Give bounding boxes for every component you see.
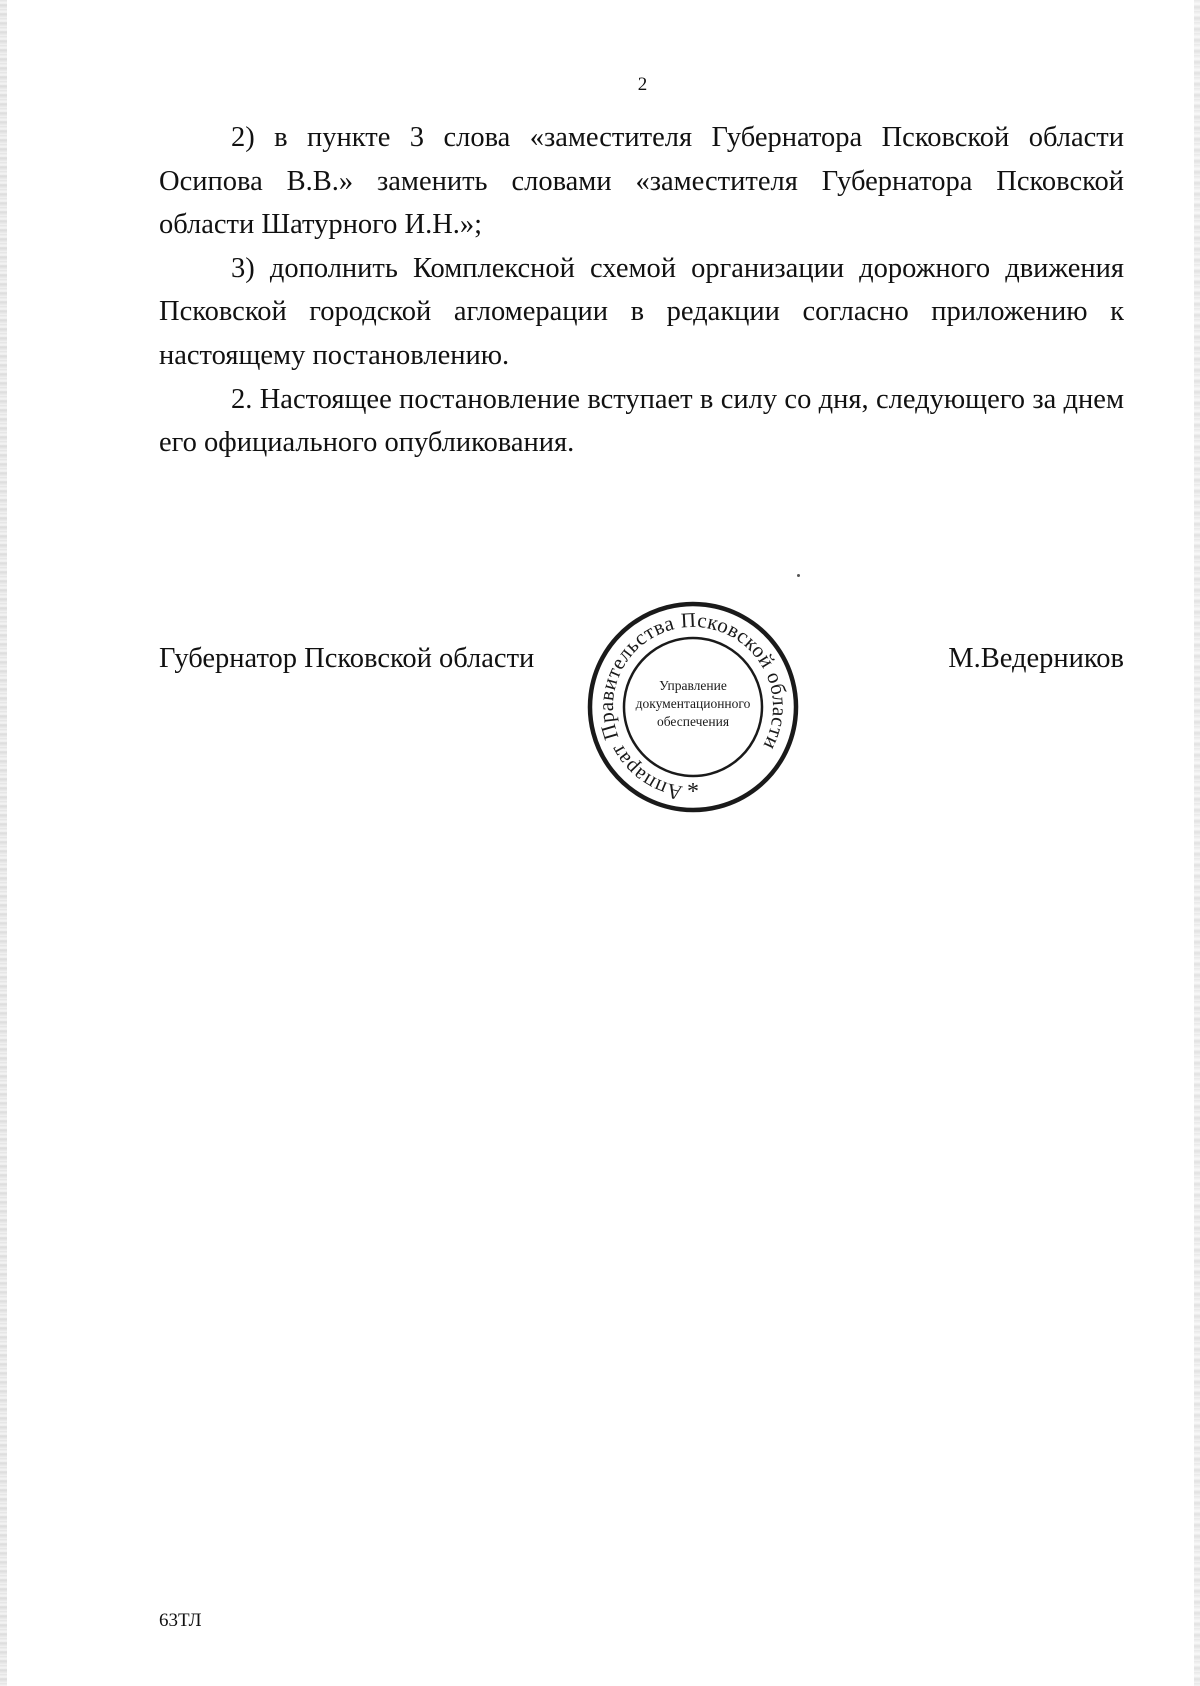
official-seal-stamp [583,597,803,817]
seal-center-line: документационного [635,696,751,711]
seal-center-line: обеспечения [656,714,730,729]
seal-center-line: Управление [659,678,727,693]
paragraph-item-3: 3) дополнить Комплексной схемой организации дорожного движения Псковской городской агломерации в редакции согласно приложению к настоящему постановлению. [159,252,1124,371]
seal-star-icon: * [687,779,699,805]
document-body [159,116,1124,465]
paragraph-item-2: 2) в пункте 3 слова «заместителя Губернатора Псковской области Осипова В.В.» заменить словами «заместителя Губернатора Псковской области Шатурного И.Н.»; [159,122,1124,240]
scan-border-left [0,0,7,1686]
scan-border-right [1194,0,1200,1686]
signatory-name: М.Ведерников [948,643,1124,674]
seal-ring-text: Аппарат Правительства Псковской области [593,607,793,806]
seal-center-text [583,677,803,731]
document-code: 63ТЛ [159,1610,202,1631]
scan-speck [797,574,800,577]
paragraph-effective-date: 2. Настоящее постановление вступает в силу со дня, следующего за днем его официального опубликования. [159,383,1124,459]
signatory-title: Губернатор Псковской области [159,643,535,674]
page-number: 2 [637,74,648,95]
